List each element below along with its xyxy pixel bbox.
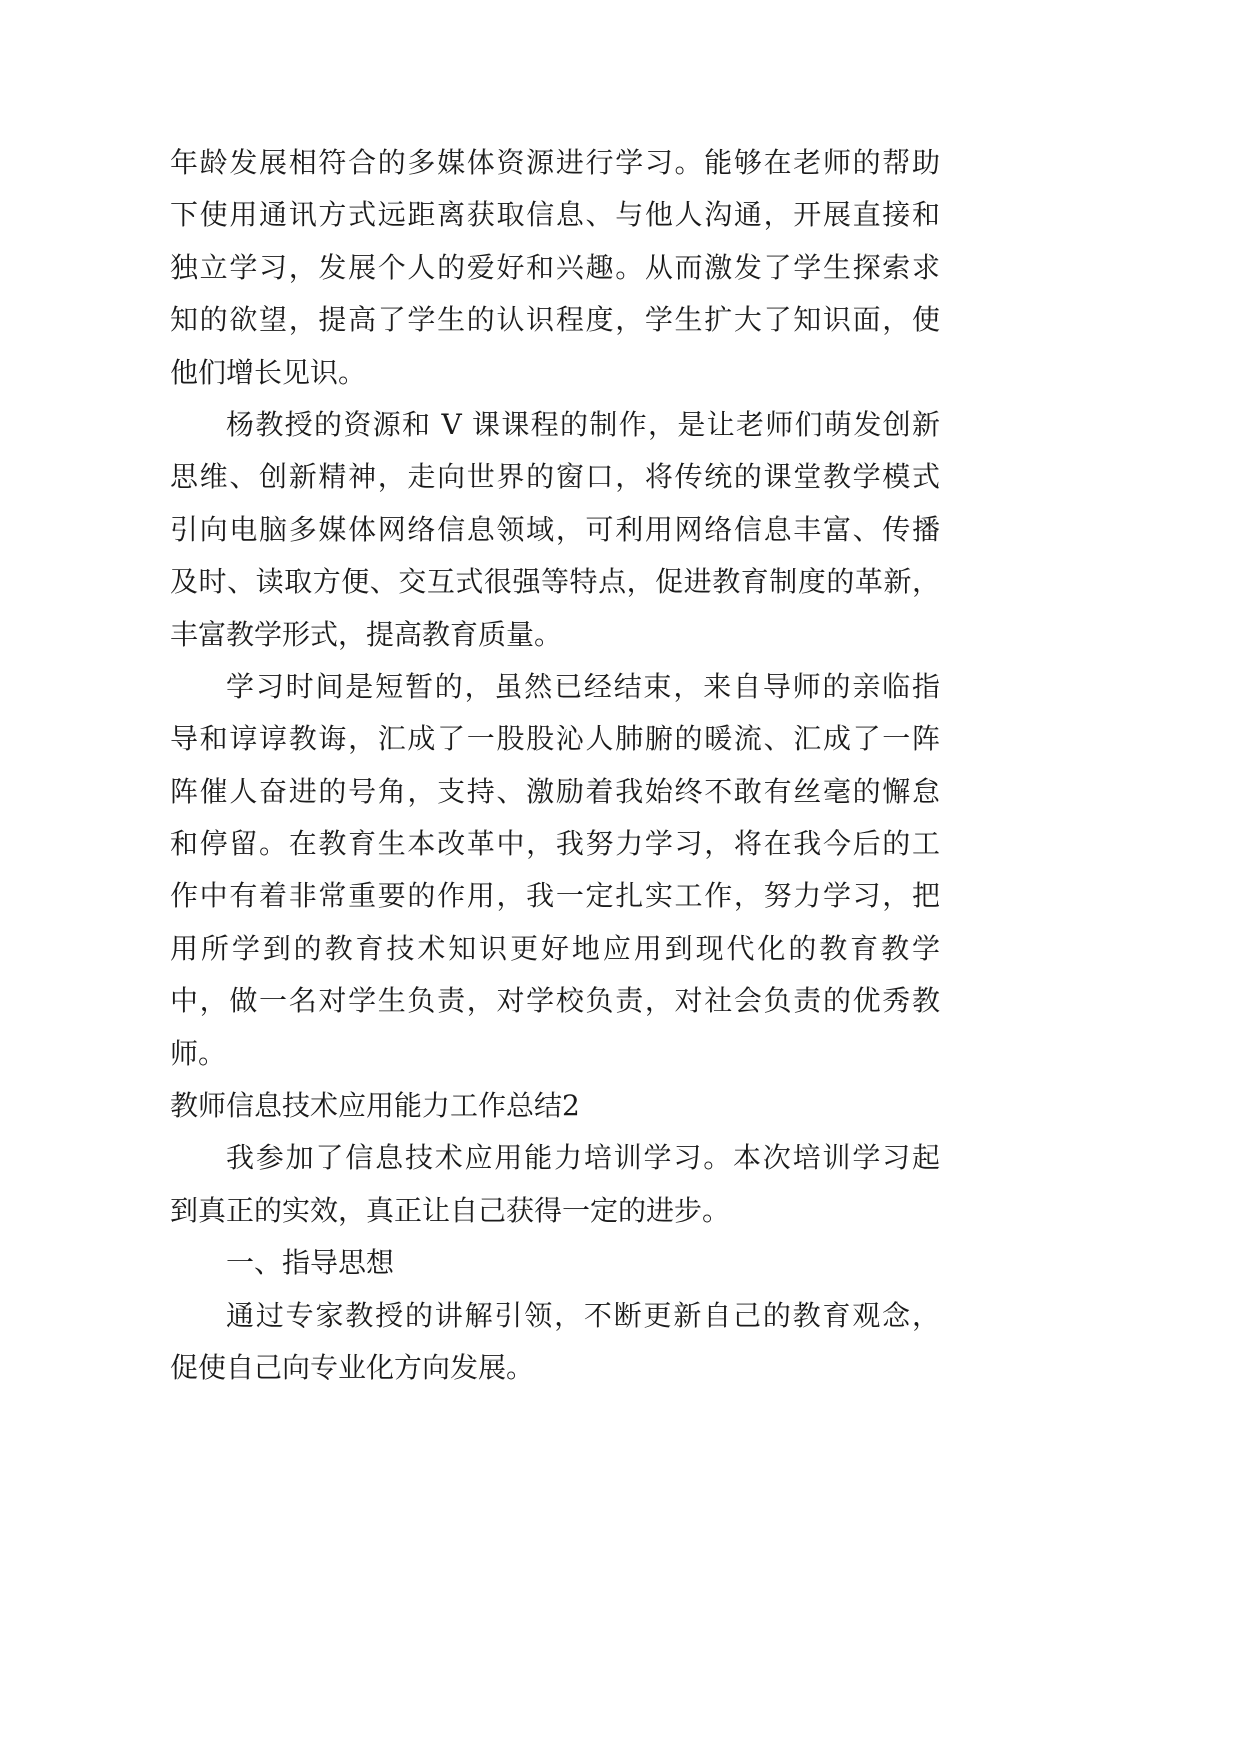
text-line: 知的欲望，提高了学生的认识程度，学生扩大了知识面，使 <box>170 303 940 337</box>
text-line: 作中有着非常重要的作用，我一定扎实工作，努力学习，把 <box>170 879 940 913</box>
text-column <box>170 137 940 1394</box>
text-line: 通过专家教授的讲解引领，不断更新自己的教育观念， <box>226 1298 940 1332</box>
text-line: 下使用通讯方式远距离获取信息、与他人沟通，开展直接和 <box>170 198 940 232</box>
text-line: 及时、读取方便、交互式很强等特点，促进教育制度的革新， <box>170 565 940 599</box>
paragraph <box>170 661 940 1080</box>
text-line: 到真正的实效，真正让自己获得一定的进步。 <box>170 1193 731 1227</box>
text-line: 我参加了信息技术应用能力培训学习。本次培训学习起 <box>226 1141 940 1175</box>
text-line: 和停留。在教育生本改革中，我努力学习，将在我今后的工 <box>170 827 940 861</box>
text-line: 独立学习，发展个人的爱好和兴趣。从而激发了学生探索求 <box>170 250 940 284</box>
text-line: 年龄发展相符合的多媒体资源进行学习。能够在老师的帮助 <box>170 146 940 179</box>
text-line: 促使自己向专业化方向发展。 <box>170 1350 535 1384</box>
text-line: 引向电脑多媒体网络信息领域，可利用网络信息丰富、传播 <box>170 512 940 546</box>
paragraph <box>170 399 940 661</box>
paragraph <box>170 1132 940 1237</box>
text-line: 思维、创新精神，走向世界的窗口，将传统的课堂教学模式 <box>170 460 940 494</box>
text-line: 丰富教学形式，提高教育质量。 <box>170 617 563 651</box>
section-title: 教师信息技术应用能力工作总结2 <box>170 1089 580 1123</box>
text-line: 师。 <box>170 1036 227 1070</box>
section-heading: 一、指导思想 <box>226 1246 395 1280</box>
text-line: 用所学到的教育技术知识更好地应用到现代化的教育教学 <box>170 931 940 965</box>
text-line: 阵催人奋进的号角，支持、激励着我始终不敢有丝毫的懈怠 <box>170 774 940 808</box>
text-line: 杨教授的资源和 V 课课程的制作，是让老师们萌发创新 <box>226 407 940 441</box>
paragraph <box>170 1290 940 1395</box>
paragraph <box>170 137 940 399</box>
text-line: 学习时间是短暂的，虽然已经结束，来自导师的亲临指 <box>226 669 940 703</box>
text-line: 导和谆谆教诲，汇成了一股股沁人肺腑的暖流、汇成了一阵 <box>170 722 940 756</box>
text-line: 他们增长见识。 <box>170 355 367 389</box>
text-line: 中，做一名对学生负责，对学校负责，对社会负责的优秀教 <box>170 984 940 1018</box>
